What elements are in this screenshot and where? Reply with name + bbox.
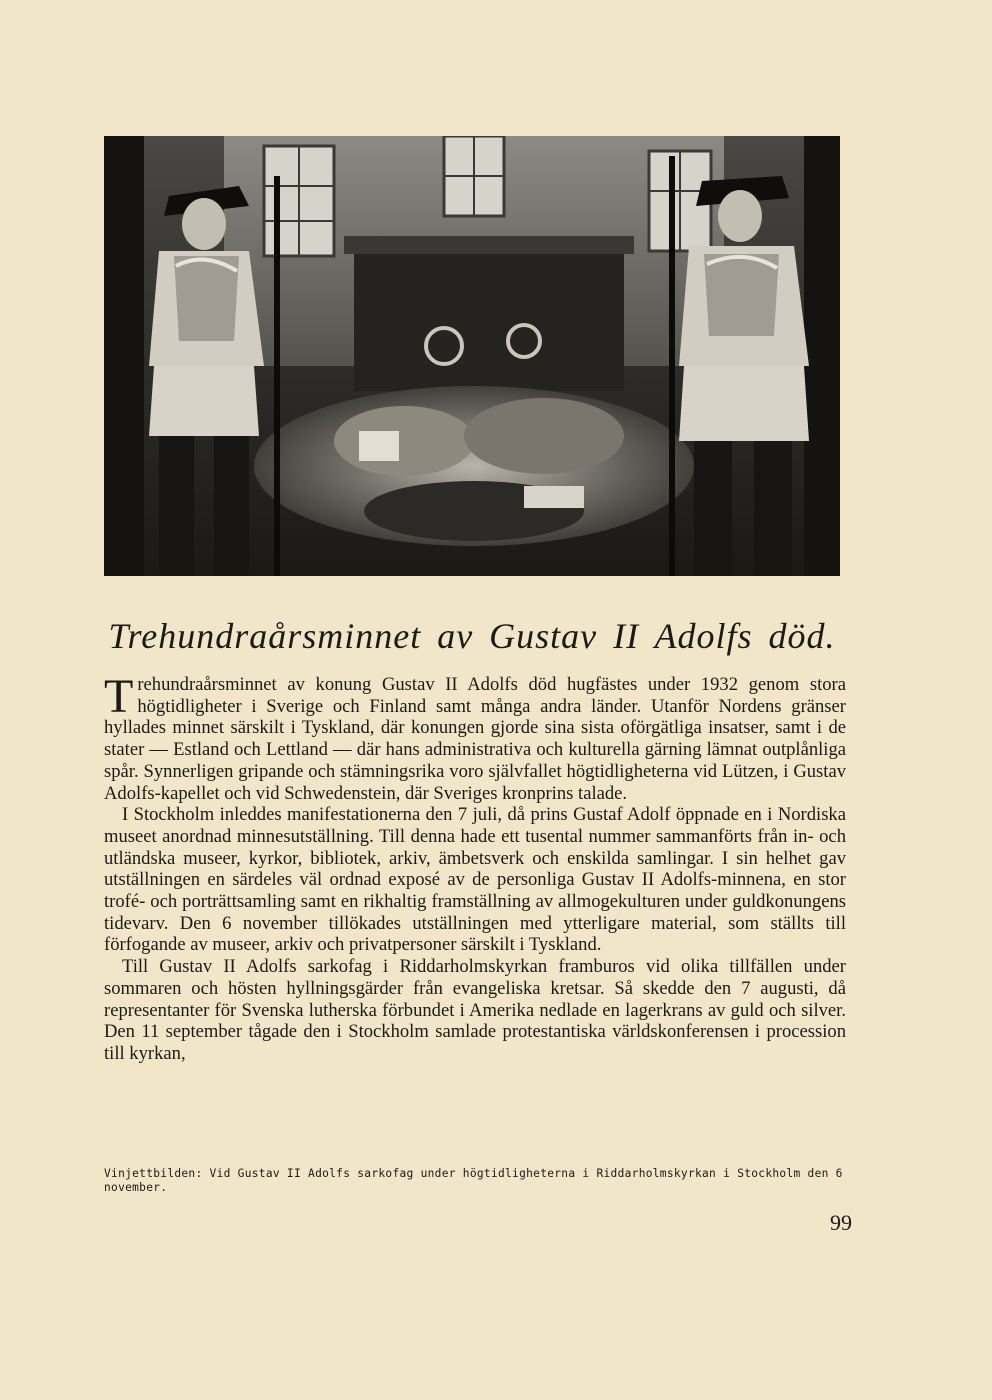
paragraph-3: Till Gustav II Adolfs sarkofag i Riddarholmskyrkan framburos vid olika tillfällen under sommaren och hösten hyllningsgärder från evangeliska kretsar. Så skedde den 7 augusti, då representanter för Svenska lutherska förbundet i Amerika nedlade en lagerkrans av guld och silver. Den 11 september tågade den i Stockholm samlade protestantiska världskonferensen i procession till kyrkan, [104, 956, 846, 1064]
drop-cap: T [104, 670, 134, 723]
paragraph-1 [104, 670, 846, 804]
photograph-icon [104, 136, 840, 576]
vignette-photo [104, 136, 840, 576]
photo-caption: Vinjettbilden: Vid Gustav II Adolfs sarkofag under högtidligheterna i Riddarholmskyrkan i Stockholm den 6 november. [104, 1167, 843, 1194]
page-number: 99 [830, 1210, 852, 1235]
paragraph-1-text: rehundraårsminnet av konung Gustav II Adolfs död hugfästes under 1932 genom stora högtidligheter i Sverige och Finland samt många andra länder. Utanför Nordens gränser hyllades minnet särskilt i Tyskland, där konungen gjorde sina sista oförgätliga insatser, samt i de stater — Estland och Lettland — där hans administrativa och kulturella gärning lämnat outplånliga spår. Synnerligen gripande och stämningsrika voro självfallet högtidligheterna vid Lützen, i Gustav Adolfs-kapellet och vid Schwedenstein, där Sveriges kronprins talade. [104, 674, 846, 804]
article-body [104, 670, 846, 1065]
article-title: Trehundraårsminnet av Gustav II Adolfs död. [108, 616, 836, 656]
paragraph-2: I Stockholm inleddes manifestationerna den 7 juli, då prins Gustaf Adolf öppnade en i Nordiska museet anordnad minnesutställning. Till denna hade ett tusental nummer sammanförts från in- och utländska museer, kyrkor, bibliotek, arkiv, ämbetsverk och enskilda samlingar. I sin helhet gav utställningen en särdeles väl ordnad exposé av de personliga Gustav II Adolfs-minnena, en stor trofé- och porträttsamling samt en rikhaltig framställning av allmogekulturen under guldkonungens tidevarv. Den 6 november tillökades utställningen med ytterligare material, som ställts till förfogande av museer, arkiv och privatpersoner särskilt i Tyskland. [104, 804, 846, 956]
